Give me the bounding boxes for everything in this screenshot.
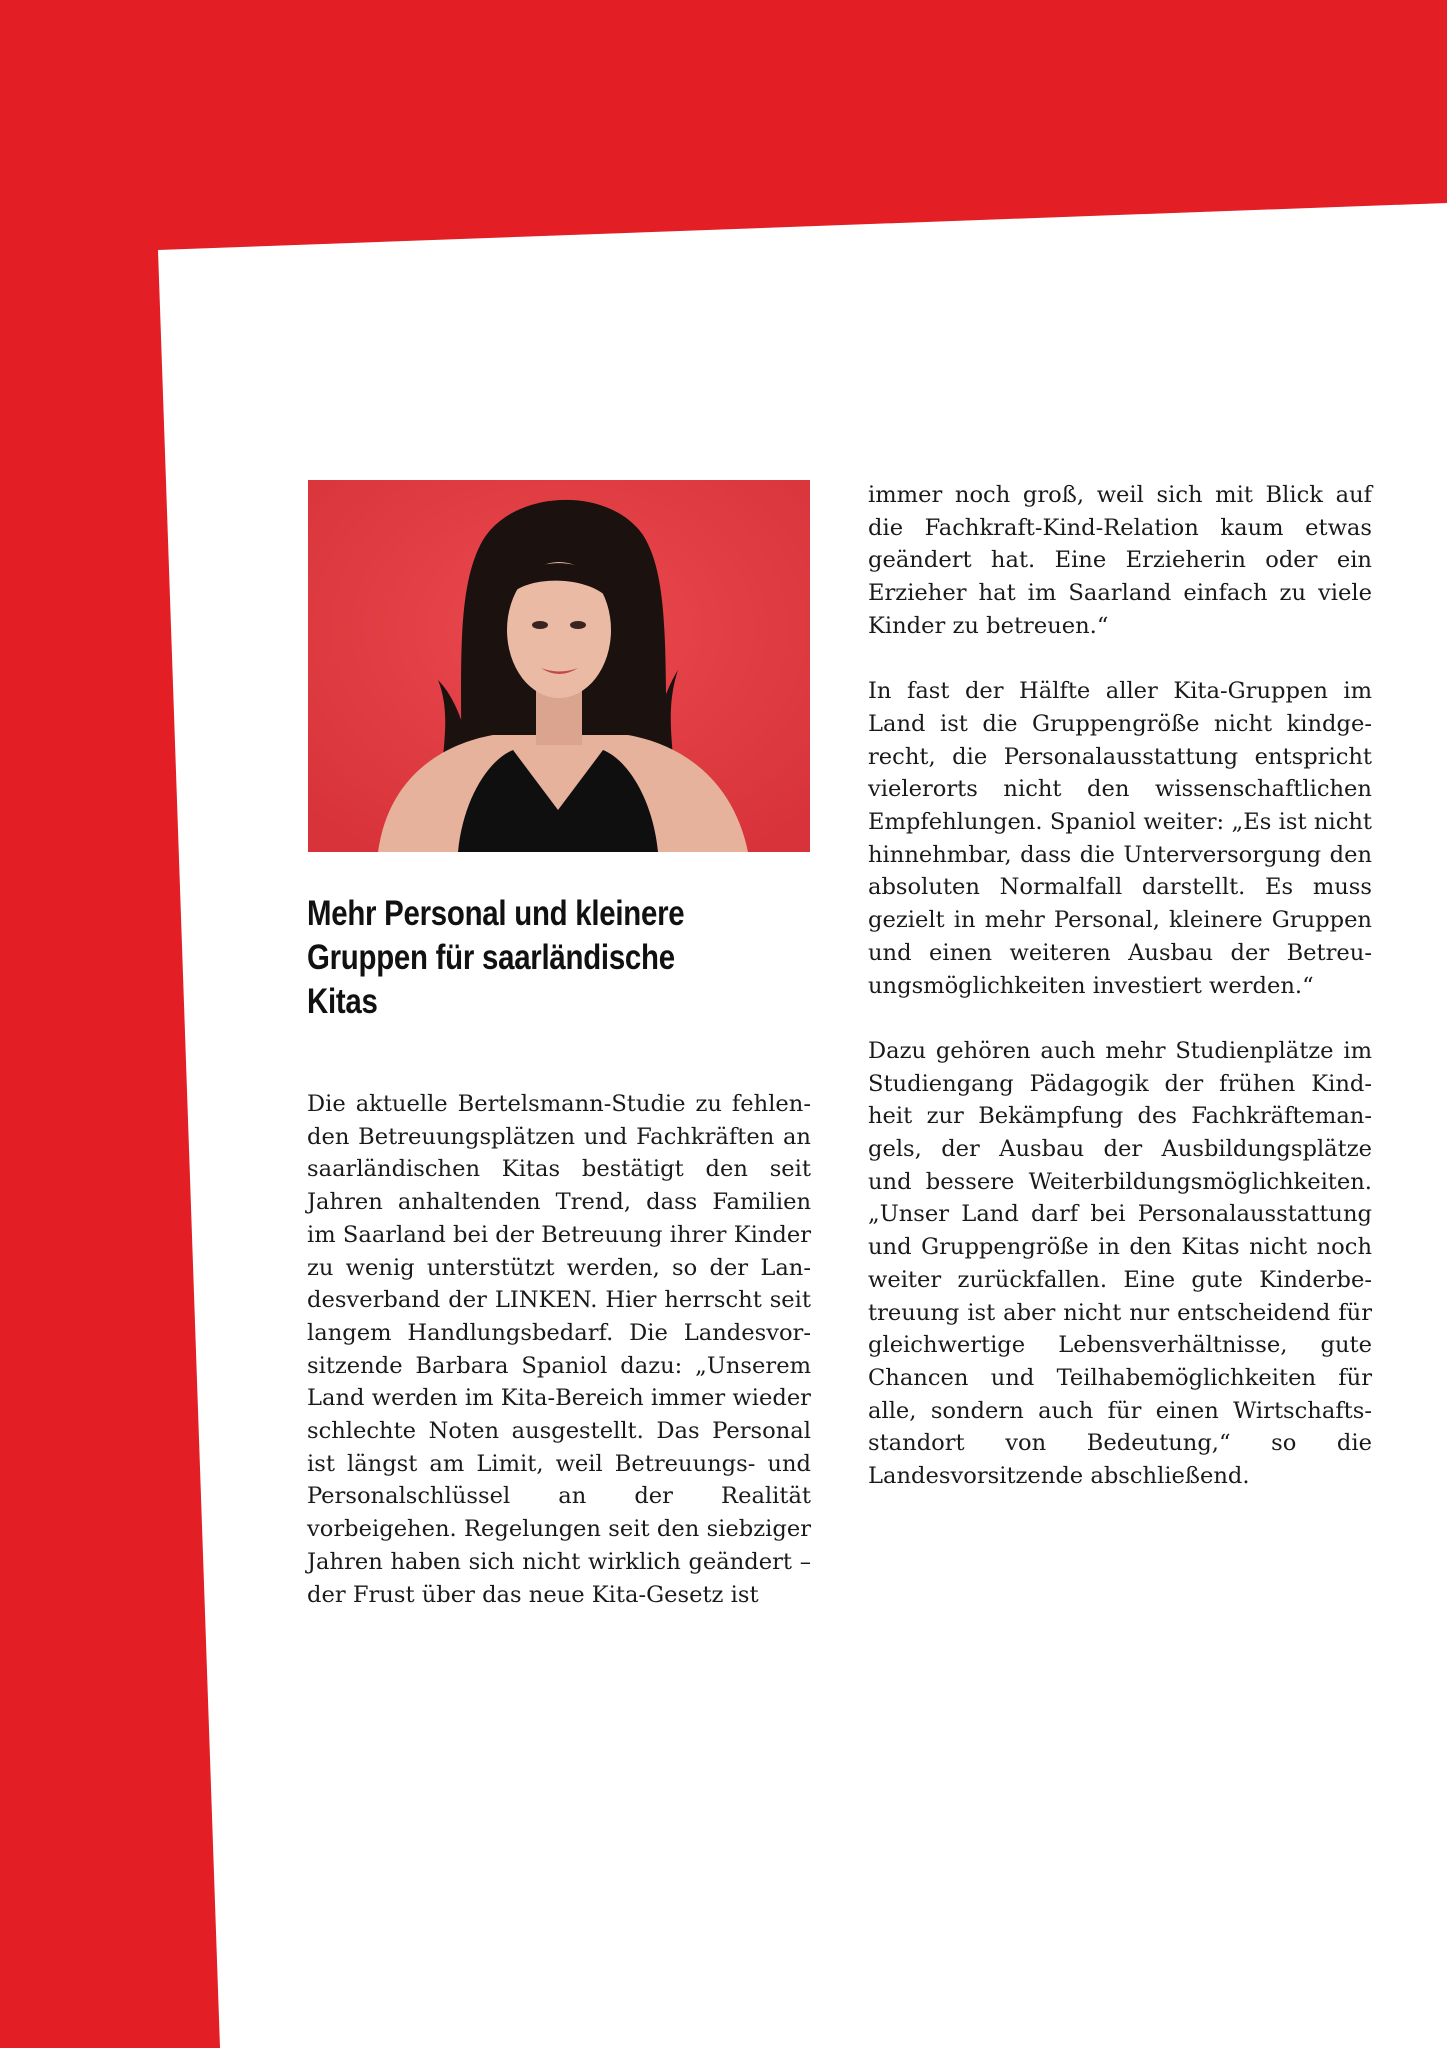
article-headline: Mehr Personal und kleinere Gruppen für saarländische Kitas bbox=[307, 894, 685, 1021]
portrait-photo bbox=[308, 480, 810, 852]
portrait-icon bbox=[308, 480, 810, 852]
left-column bbox=[307, 1088, 811, 1644]
body-paragraph: immer noch groß, weil sich mit Blick auf die Fachkraft-Kind-Relation kaum etwas geändert hat. Eine Erzieherin oder ein Erzieher hat im Saarland einfach zu viele Kinder zu betreuen.“ bbox=[868, 482, 1372, 639]
body-paragraph: Die aktuelle Bertelsmann-Studie zu fehlenden Betreuungsplätzen und Fachkräften an saarländischen Kitas bestätigt den seit Jahren anhaltenden Trend, dass Familien im Saarland bei der Betreuung ihrer Kinder zu wenig unterstützt werden, so der Landesverband der LINKEN. Hier herrscht seit langem Handlungsbedarf. Die Landesvorsitzende Barbara Spaniol dazu: „Unserem Land werden im Kita-Bereich immer wieder schlechte Noten ausgestellt. Das Personal ist längst am Limit, weil Betreuungs- und Personalschlüssel an der Realität vorbeigehen. Regelungen seit den siebziger Jahren haben sich nicht wirklich geändert – der Frust über das neue Kita-Gesetz ist bbox=[307, 1091, 811, 1608]
body-paragraph: In fast der Hälfte aller Kita-Gruppen im Land ist die Gruppengröße nicht kindgerecht, die Personalausstattung entspricht vielerorts nicht den wissenschaftlichen Empfehlungen. Spaniol weiter: „Es ist nicht hinnehmbar, dass die Unterversorgung den absoluten Normalfall darstellt. Es muss gezielt in mehr Personal, kleinere Gruppen und einen weiteren Ausbau der Betreuungsmöglichkeiten investiert werden.“ bbox=[868, 678, 1372, 999]
right-column bbox=[868, 479, 1372, 1525]
body-paragraph: Dazu gehören auch mehr Studienplätze im Studiengang Pädagogik der frühen Kindheit zur Bekämpfung des Fachkräftemangels, der Ausbau der Ausbildungsplätze und bessere Weiterbildungsmöglichkeiten. „Unser Land darf bei Personalausstattung und Gruppengröße in den Kitas nicht noch weiter zurückfallen. Eine gute Kinderbetreuung ist aber nicht nur entscheidend für gleichwertige Lebensverhältnisse, gute Chancen und Teilhabemöglichkeiten für alle, sondern auch für einen Wirtschaftsstandort von Bedeutung,“ so die Landesvorsitzende abschließend. bbox=[868, 1037, 1372, 1490]
